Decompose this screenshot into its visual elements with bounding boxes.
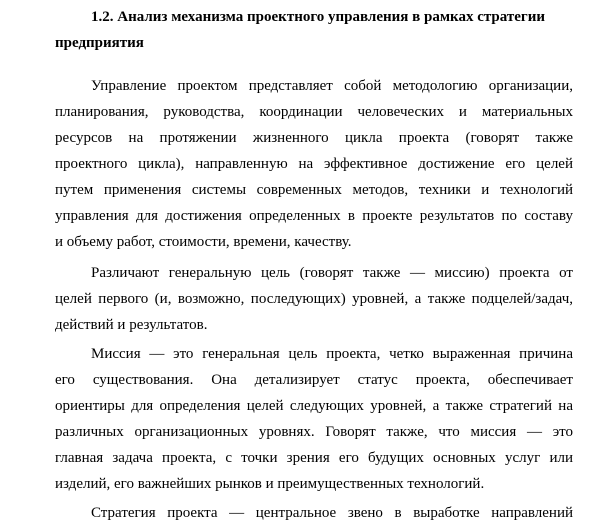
section-heading: [55, 4, 573, 56]
paragraph-line: действий и результатов.: [55, 317, 208, 333]
heading-line: 1.2. Анализ механизма проектного управления в рамках стратегии: [91, 9, 545, 25]
paragraph-line: проектного цикла), направленную на эффективное достижение его целей: [55, 156, 573, 172]
paragraph-line: Управление проектом представляет собой методологию организации,: [91, 78, 573, 94]
paragraph-goals: [55, 260, 573, 338]
paragraph-mission: [55, 341, 573, 497]
paragraph-line: планирования, руководства, координации человеческих и материальных: [55, 104, 573, 120]
paragraph-line: его существования. Она детализирует статус проекта, обеспечивает: [55, 372, 573, 388]
paragraph-line: путем применения системы современных методов, техники и технологий: [55, 182, 573, 198]
paragraph-line: Миссия — это генеральная цель проекта, четко выраженная причина: [91, 346, 573, 362]
paragraph-project-management: [55, 73, 573, 255]
paragraph-line: управления для достижения определенных в проекте результатов по составу: [55, 208, 573, 224]
paragraph-line: ориентиры для определения целей следующих уровней, а также стратегий на: [55, 398, 573, 414]
paragraph-line: ресурсов на протяжении жизненного цикла проекта (говорят также: [55, 130, 573, 146]
paragraph-line: различных организационных уровнях. Говорят также, что миссия — это: [55, 424, 573, 440]
paragraph-line: Различают генеральную цель (говорят также — миссию) проекта от: [91, 265, 573, 281]
paragraph-line: целей первого (и, возможно, последующих) уровней, а также подцелей/задач,: [55, 291, 573, 307]
paragraph-line: Стратегия проекта — центральное звено в выработке направлений: [91, 505, 573, 521]
paragraph-strategy: [55, 500, 573, 526]
paragraph-line: и объему работ, стоимости, времени, качеству.: [55, 234, 352, 250]
heading-line: предприятия: [55, 35, 144, 51]
paragraph-line: главная задача проекта, с точки зрения его будущих основных услуг или: [55, 450, 573, 466]
paragraph-line: изделий, его важнейших рынков и преимущественных технологий.: [55, 476, 485, 492]
